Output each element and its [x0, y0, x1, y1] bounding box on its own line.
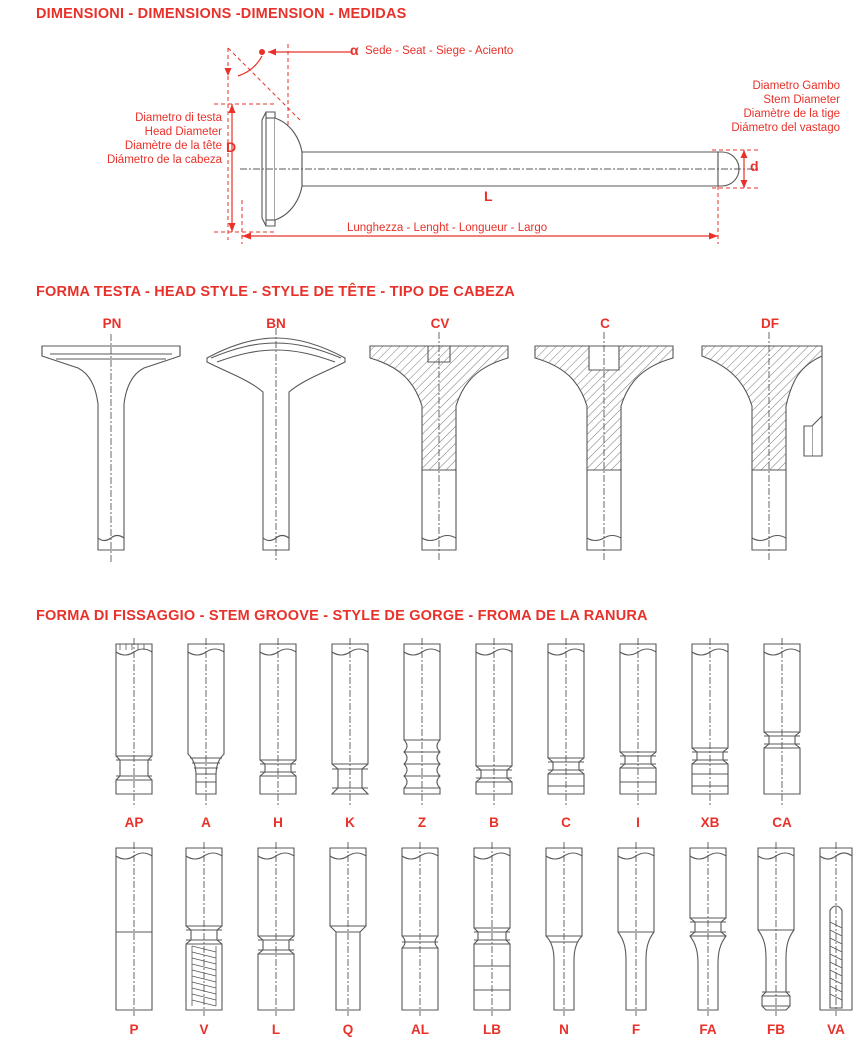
head-diameter-line-2: Head Diameter: [144, 126, 222, 138]
head-style-drawings: [0, 310, 860, 600]
stem-groove-code-b: B: [489, 815, 499, 830]
label-dim-L: L: [484, 188, 493, 204]
label-seat-symbol: α: [350, 42, 359, 58]
label-dim-d: d: [750, 158, 759, 174]
head-style-code-cv: CV: [430, 316, 450, 331]
stem-groove-code-v: V: [199, 1022, 209, 1037]
stem-groove-code-f: F: [631, 1022, 641, 1037]
head-diameter-line-3: Diamètre de la tête: [124, 140, 222, 152]
stem-groove-code-h: H: [273, 815, 283, 830]
stem-groove-code-i: I: [636, 815, 640, 830]
stem-groove-code-c: C: [561, 815, 571, 830]
stem-groove-code-z: Z: [417, 815, 427, 830]
stem-diameter-line-3: Diamètre de la tige: [743, 108, 840, 120]
head-diameter-line-4: Diámetro de la cabeza: [106, 154, 222, 166]
label-dim-D: D: [226, 139, 237, 155]
stem-groove-code-n: N: [559, 1022, 569, 1037]
stem-diameter-line-1: Diametro Gambo: [752, 80, 840, 92]
stem-groove-code-fb: FB: [767, 1022, 785, 1037]
stem-groove-code-ap: AP: [124, 815, 144, 830]
stem-groove-code-fa: FA: [699, 1022, 717, 1037]
head-style-code-df: DF: [761, 316, 779, 331]
section-title-stem-groove: FORMA DI FISSAGGIO - STEM GROOVE - STYLE DE GORGE - FROMA DE LA RANURA: [36, 608, 648, 624]
stem-groove-code-al: AL: [411, 1022, 429, 1037]
stem-groove-code-lb: LB: [483, 1022, 501, 1037]
stem-groove-code-a: A: [201, 815, 211, 830]
stem-groove-code-k: K: [345, 815, 355, 830]
stem-diameter-line-4: Diámetro del vastago: [731, 122, 840, 134]
head-style-code-bn: BN: [266, 316, 286, 331]
stem-groove-code-l: L: [271, 1022, 281, 1037]
label-head-diameter: [62, 111, 222, 167]
head-diameter-line-1: Diametro di testa: [135, 112, 222, 124]
label-length: Lunghezza - Lenght - Longueur - Largo: [347, 222, 548, 234]
stem-groove-row1-drawings: [0, 636, 860, 816]
label-seat: Sede - Seat - Siege - Aciento: [365, 45, 514, 57]
section-title-dimensions: DIMENSIONI - DIMENSIONS -DIMENSION - MEDIDAS: [36, 6, 407, 22]
stem-groove-code-q: Q: [342, 1022, 354, 1037]
stem-diameter-line-2: Stem Diameter: [763, 94, 840, 106]
section-title-head-style: FORMA TESTA - HEAD STYLE - STYLE DE TÊTE - TIPO DE CABEZA: [36, 284, 515, 300]
head-style-code-c: C: [600, 316, 610, 331]
head-style-code-pn: PN: [102, 316, 122, 331]
stem-groove-code-ca: CA: [772, 815, 792, 830]
label-stem-diameter: [630, 79, 840, 135]
stem-groove-row2-drawings: [0, 840, 860, 1020]
stem-groove-code-va: VA: [827, 1022, 845, 1037]
stem-groove-code-xb: XB: [700, 815, 720, 830]
stem-groove-code-p: P: [129, 1022, 139, 1037]
